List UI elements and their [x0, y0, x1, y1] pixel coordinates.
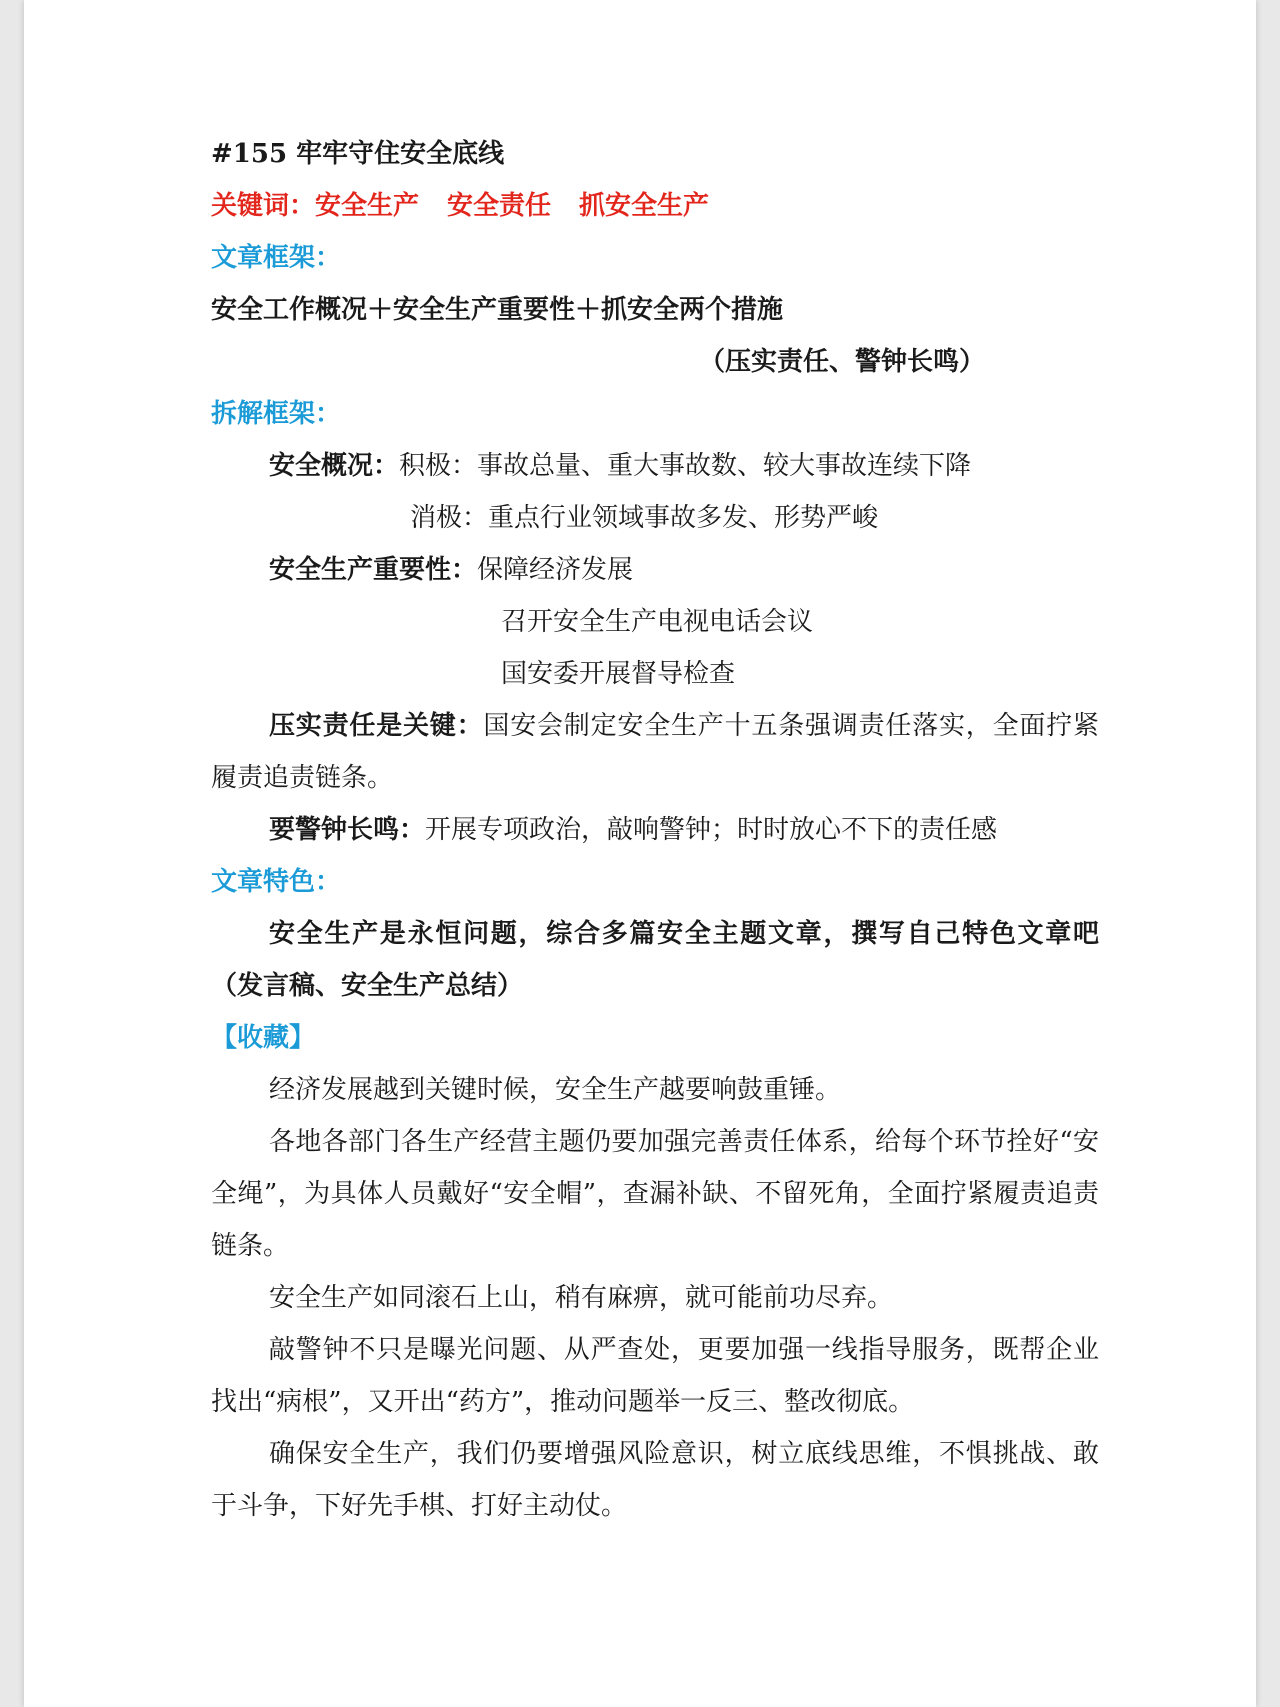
- framework-heading: 文章框架：: [211, 243, 342, 273]
- breakdown-heading: 拆解框架：: [211, 399, 342, 429]
- overview-positive: 积极：事故总量、重大事故数、较大事故连续下降: [399, 451, 972, 481]
- keyword-item: 安全生产: [315, 191, 420, 221]
- importance-label: 安全生产重要性：: [269, 555, 478, 585]
- alarm-label: 要警钟长鸣：: [269, 815, 426, 845]
- responsibility-text: 国安会制定安全生产十五条强调责任落实，全面拧紧履责追责链条。: [211, 711, 1099, 793]
- overview-row: [211, 440, 1099, 492]
- alarm-text: 开展专项政治，敲响警钟；时时放心不下的责任感: [425, 815, 998, 845]
- document-page: [24, 0, 1256, 1707]
- importance-item: 召开安全生产电视电话会议: [501, 607, 814, 637]
- responsibility-label: 压实责任是关键：: [269, 711, 484, 741]
- keywords-label: 关键词：: [211, 191, 316, 221]
- collect-paragraph: 各地各部门各生产经营主题仍要加强完善责任体系，给每个环节拴好“安全绳”，为具体人员戴好“安全帽”，查漏补缺、不留死角，全面拧紧履责追责链条。: [211, 1127, 1099, 1261]
- feature-text: 安全生产是永恒问题，综合多篇安全主题文章，撰写自己特色文章吧（发言稿、安全生产总结）: [211, 919, 1099, 1001]
- keyword-item: 安全责任: [447, 191, 552, 221]
- collect-paragraph: 确保安全生产，我们仍要增强风险意识，树立底线思维，不惧挑战、敢于斗争，下好先手棋、打好主动仗。: [211, 1439, 1099, 1521]
- collect-paragraph: 经济发展越到关键时候，安全生产越要响鼓重锤。: [269, 1075, 842, 1105]
- overview-negative: 消极：重点行业领域事故多发、形势严峻: [410, 503, 879, 533]
- framework-line: 安全工作概况＋安全生产重要性＋抓安全两个措施: [211, 295, 784, 325]
- collect-paragraph: 安全生产如同滚石上山，稍有麻痹，就可能前功尽弃。: [269, 1283, 894, 1313]
- collect-paragraph: 敲警钟不只是曝光问题、从严查处，更要加强一线指导服务，既帮企业找出“病根”，又开出“药方”，推动问题举一反三、整改彻底。: [211, 1335, 1099, 1417]
- framework-sub: （压实责任、警钟长鸣）: [698, 347, 985, 377]
- document-content: [211, 128, 1099, 1532]
- overview-label: 安全概况：: [269, 451, 400, 481]
- keyword-item: 抓安全生产: [579, 191, 710, 221]
- collect-heading: 【收藏】: [211, 1023, 316, 1053]
- keywords-line: [211, 180, 1099, 232]
- importance-item: 保障经济发展: [477, 555, 634, 585]
- alarm-row: [211, 804, 1099, 856]
- importance-item: 国安委开展督导检查: [501, 659, 736, 689]
- feature-heading: 文章特色：: [211, 867, 342, 897]
- importance-row: [211, 544, 1099, 596]
- responsibility-para: [211, 700, 1099, 804]
- doc-title: #155 牢牢守住安全底线: [211, 139, 505, 169]
